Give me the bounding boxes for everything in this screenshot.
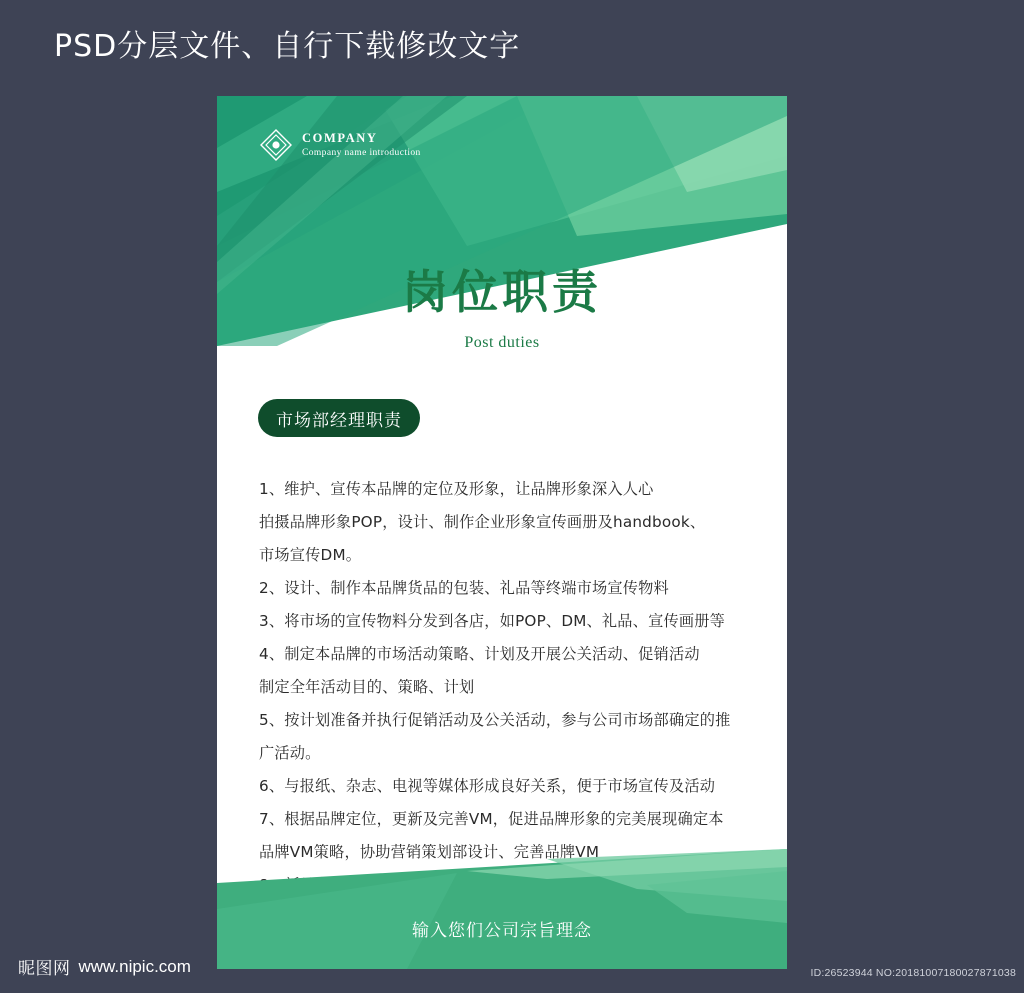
poster-footer-slogan: 输入您们公司宗旨理念 — [412, 921, 592, 941]
logo-company-name: COMPANY — [302, 131, 378, 146]
section-tag-label: 市场部经理职责 — [276, 410, 402, 431]
section-tag-badge — [258, 399, 420, 437]
company-logo — [259, 128, 421, 162]
duty-line: 2、设计、制作本品牌货品的包装、礼品等终端市场宣传物料 — [259, 579, 669, 597]
logo-text-block — [302, 130, 421, 160]
poster-bottom-decoration — [217, 849, 787, 969]
asset-id-text: ID:26523944 NO:20181007180027871038 — [810, 967, 1016, 979]
page-header — [0, 0, 1024, 86]
duty-line: 4、制定本品牌的市场活动策略、计划及开展公关活动、促销活动 — [259, 645, 700, 663]
diamond-logo-icon — [259, 128, 293, 162]
duty-line: 制定全年活动目的、策略、计划 — [259, 678, 475, 696]
duty-line: 5、按计划准备并执行促销活动及公关活动，参与公司市场部确定的推 — [259, 711, 731, 729]
page-title: PSD分层文件、自行下载修改文字 — [54, 29, 521, 64]
duty-line: 3、将市场的宣传物料分发到各店，如POP、DM、礼品、宣传画册等 — [259, 612, 726, 630]
site-brand-cn: 昵图网 — [18, 959, 71, 979]
headline-en: Post duties — [464, 334, 540, 351]
bottom-graphic-svg — [217, 849, 787, 969]
duty-line: 6、与报纸、杂志、电视等媒体形成良好关系，便于市场宣传及活动 — [259, 777, 716, 795]
duty-line: 广活动。 — [259, 744, 321, 762]
duty-line: 品牌VM策略，协助营销策划部设计、完善品牌VM — [259, 843, 600, 861]
site-brand — [18, 954, 191, 979]
duties-list — [259, 474, 751, 903]
poster-canvas — [217, 96, 787, 969]
poster-headline — [217, 256, 787, 352]
headline-cn: 岗位职责 — [402, 265, 602, 319]
logo-tagline: Company name introduction — [302, 148, 421, 159]
duty-line: 7、根据品牌定位，更新及完善VM，促进品牌形象的完美展现确定本 — [259, 810, 724, 828]
duty-line: 拍摄品牌形象POP，设计、制作企业形象宣传画册及handbook、 — [259, 513, 706, 531]
duty-line: 1、维护、宣传本品牌的定位及形象，让品牌形象深入人心 — [259, 480, 654, 498]
duty-line: 市场宣传DM。 — [259, 546, 362, 564]
site-brand-url: www.nipic.com — [78, 956, 191, 976]
